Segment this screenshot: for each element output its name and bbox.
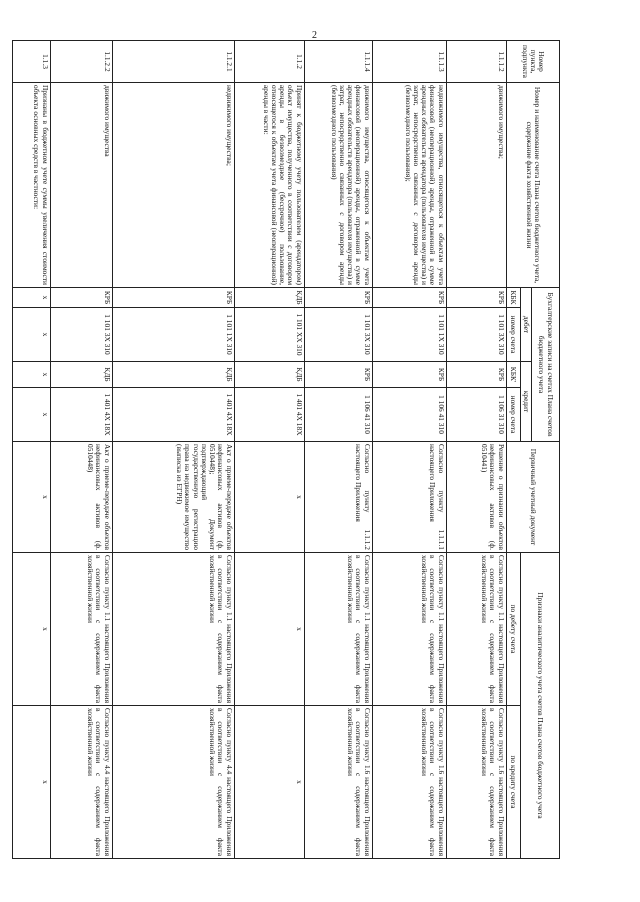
row-debit-kbk: КДБ — [234, 288, 304, 308]
row-debit-kbk: КРБ — [304, 288, 372, 308]
row-analytics-debit: Согласно пункту 1.1 настоящего Приложения в соответствии с содержанием факта хозяйственной жизни — [112, 553, 234, 706]
row-name: движимого имущества; — [446, 83, 506, 288]
row-num: 1.1.2.1 — [112, 41, 234, 83]
row-num: 1.1.2.2 — [50, 41, 112, 83]
row-debit-acct: 1 101 3X 310 — [446, 308, 506, 362]
row-credit-acct: 1 106 41 310 — [372, 388, 446, 442]
row-name: Принят к бюджетному учету пользователем (арендатором) объект имущества, полученного в соответствии с договором аренды в безвозмездное (бессрочное) пользование, относящегося к объектам учета финансовой (неоперационной) аренды в части: — [234, 83, 304, 288]
row-credit-kbk: КДБ — [112, 362, 234, 388]
header-entries: Бухгалтерские записи на счетах Плана счетов бюджетного учета — [532, 288, 560, 442]
row-name: движимого имущества, относящегося к объектам учета финансовой (неоперационной) аренды, отраженной в сумме арендных обязательств арендатора (пользователя имущества) и затрат, непосредственно связанных с договором аренды (безвозмездного пользования) — [304, 83, 372, 288]
page-number: 2 — [312, 30, 317, 41]
header-credit: кредит — [520, 362, 531, 442]
row-debit-acct: 1 101 3X 310 — [304, 308, 372, 362]
row-analytics-credit: Согласно пункту 4.4 настоящего Приложения в соответствии с содержанием факта хозяйственной жизни — [50, 706, 112, 859]
row-debit-acct: 1 101 1X 310 — [372, 308, 446, 362]
row-analytics-debit: Согласно пункту 1.1 настоящего Приложения в соответствии с содержанием факта хозяйственной жизни — [50, 553, 112, 706]
header-credit-kbk: КБК' — [506, 362, 520, 388]
row-doc: Решение о признании объектов нефинансовых активов (ф. 0510441) — [446, 442, 506, 553]
row-analytics-credit: Согласно пункту 1.6 настоящего Приложения в соответствии с содержанием факта хозяйственной жизни — [446, 706, 506, 859]
row-debit-kbk: КРБ — [50, 288, 112, 308]
header-debit-acct: номер счета — [506, 308, 520, 362]
row-credit-kbk: КДБ — [50, 362, 112, 388]
table-row — [12, 41, 50, 859]
row-analytics-debit: Согласно пункту 1.1 настоящего Приложения в соответствии с содержанием факта хозяйственной жизни — [304, 553, 372, 706]
table-row — [446, 41, 506, 859]
row-credit-kbk: КДБ — [234, 362, 304, 388]
table-row — [234, 41, 304, 859]
row-doc: Согласно пункту 1.1.1.1 настоящего Приложения — [372, 442, 446, 553]
row-num: 1.1.1.3 — [372, 41, 446, 83]
header-name: Номер и наименование счета Плана счетов бюджетного учета, содержание факта хозяйственной жизни — [506, 83, 559, 288]
header-num: Номер пункта, подпункта — [506, 41, 559, 83]
row-doc: Акт о приеме-передаче объектов нефинансовых активов (ф. 0510448) — [50, 442, 112, 553]
row-analytics-debit: Согласно пункту 1.1 настоящего Приложения в соответствии с содержанием факта хозяйственной жизни — [372, 553, 446, 706]
row-doc: x — [12, 442, 50, 553]
header-an-debit: по дебету счета — [506, 553, 520, 706]
row-analytics-debit: x — [12, 553, 50, 706]
row-num: 1.1.1.2 — [446, 41, 506, 83]
row-credit-kbk: КРБ — [372, 362, 446, 388]
row-credit-kbk: КРБ — [446, 362, 506, 388]
header-doc: Первичный учетный документ — [506, 442, 559, 553]
row-analytics-credit: x — [234, 706, 304, 859]
row-credit-acct: 1 401 4X 18X — [50, 388, 112, 442]
row-num: 1.1.2 — [234, 41, 304, 83]
table-row — [372, 41, 446, 859]
header-analytics: Признаки аналитического учета счетов Плана счетов бюджетного учета — [520, 553, 559, 859]
row-debit-acct: x — [12, 308, 50, 362]
rotated-table-container — [20, 40, 560, 858]
header-debit: дебет — [520, 288, 531, 362]
row-doc: Акт о приеме-передаче объектов нефинансовых активов (ф. 0510448); Документ подтверждающий государственную регистрацию права на недвижимое имущество (выписка из ЕГРН) — [112, 442, 234, 553]
row-debit-kbk: КРБ — [372, 288, 446, 308]
table-row — [304, 41, 372, 859]
row-debit-kbk: КРБ — [112, 288, 234, 308]
table-row — [50, 41, 112, 859]
row-analytics-debit: Согласно пункту 1.1 настоящего Приложения в соответствии с содержанием факта хозяйственной жизни — [446, 553, 506, 706]
header-credit-acct: номер счета — [506, 388, 520, 442]
row-name: движимого имущества — [50, 83, 112, 288]
row-name: Признаны в бюджетном учете суммы увеличения стоимости объекта основных средств в частности: — [12, 83, 50, 288]
row-debit-acct: 1 101 XX 310 — [234, 308, 304, 362]
row-debit-kbk: x — [12, 288, 50, 308]
row-analytics-credit: Согласно пункту 1.6 настоящего Приложения в соответствии с содержанием факта хозяйственной жизни — [304, 706, 372, 859]
accounting-table — [12, 40, 560, 859]
table-row — [112, 41, 234, 859]
row-credit-kbk: КРБ — [304, 362, 372, 388]
row-doc: Согласно пункту 1.1.1.2 настоящего Приложения — [304, 442, 372, 553]
row-credit-acct: 1 106 31 310 — [446, 388, 506, 442]
header-debit-kbk: КБК — [506, 288, 520, 308]
row-name: недвижимого имущества; — [112, 83, 234, 288]
row-name: недвижимого имущества, относящегося к объектам учета финансовой (неоперационной) аренды, отраженной в сумме арендных обязательств арендатора (пользователя имущества) и затрат, непосредственно связанных с договором аренды (безвозмездного пользования); — [372, 83, 446, 288]
row-num: 1.1.3 — [12, 41, 50, 83]
row-credit-acct: 1 401 4X 18X — [234, 388, 304, 442]
row-analytics-credit: Согласно пункту 1.6 настоящего Приложения в соответствии с содержанием факта хозяйственной жизни — [372, 706, 446, 859]
row-credit-kbk: x — [12, 362, 50, 388]
row-analytics-debit: x — [234, 553, 304, 706]
row-credit-acct: 1 401 4X 18X — [112, 388, 234, 442]
row-debit-acct: 1 101 3X 310 — [50, 308, 112, 362]
row-analytics-credit: x — [12, 706, 50, 859]
row-credit-acct: x — [12, 388, 50, 442]
row-debit-acct: 1 101 1X 310 — [112, 308, 234, 362]
row-credit-acct: 1 106 41 310 — [304, 388, 372, 442]
header-an-credit: по кредиту счета — [506, 706, 520, 859]
row-doc: x — [234, 442, 304, 553]
row-analytics-credit: Согласно пункту 4.4 настоящего Приложения в соответствии с содержанием факта хозяйственной жизни — [112, 706, 234, 859]
row-num: 1.1.1.4 — [304, 41, 372, 83]
row-debit-kbk: КРБ — [446, 288, 506, 308]
